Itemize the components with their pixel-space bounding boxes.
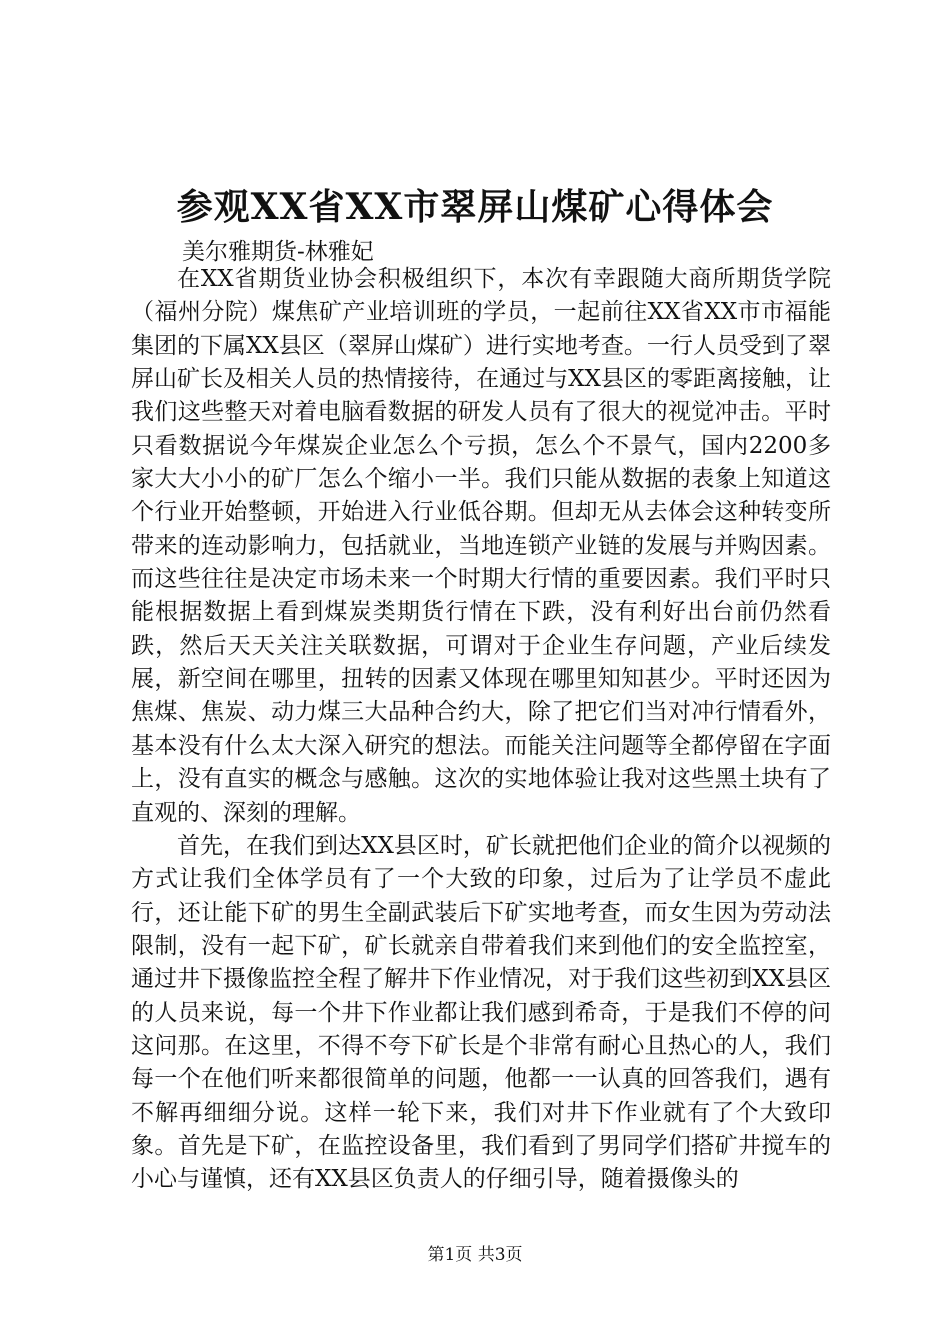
document-body — [131, 263, 831, 1197]
paragraph: 在XX省期货业协会积极组织下，本次有幸跟随大商所期货学院（福州分院）煤焦矿产业培训班的学员，一起前往XX省XX市市福能集团的下属XX县区（翠屏山煤矿）进行实地考查。一行人员受到了翠屏山矿长及相关人员的热情接待，在通过与XX县区的零距离接触，让我们这些整天对着电脑看数据的研发人员有了很大的视觉冲击。平时只看数据说今年煤炭企业怎么个亏损，怎么个不景气，国内2200多家大大小小的矿厂怎么个缩小一半。我们只能从数据的表象上知道这个行业开始整顿，开始进入行业低谷期。但却无从去体会这种转变所带来的连动影响力，包括就业，当地连锁产业链的发展与并购因素。而这些往往是决定市场未来一个时期大行情的重要因素。我们平时只能根据数据上看到煤炭类期货行情在下跌，没有利好出台前仍然看跌，然后天天关注关联数据，可谓对于企业生存问题，产业后续发展，新空间在哪里，扭转的因素又体现在哪里知知甚少。平时还因为焦煤、焦炭、动力煤三大品种合约大，除了把它们当对冲行情看外，基本没有什么太大深入研究的想法。而能关注问题等全都停留在字面上，没有直实的概念与感触。这次的实地体验让我对这些黑土块有了直观的、深刻的理解。 — [131, 266, 831, 826]
author-line: 美尔雅期货-林雅妃 — [182, 239, 374, 265]
document-title: 参观XX省XX市翠屏山煤矿心得体会 — [176, 186, 774, 228]
page-footer: 第1页 共3页 — [427, 1245, 523, 1265]
paragraph: 首先，在我们到达XX县区时，矿长就把他们企业的简介以视频的方式让我们全体学员有了一个大致的印象，过后为了让学员不虚此行，还让能下矿的男生全副武装后下矿实地考查，而女生因为劳动法限制，没有一起下矿，矿长就亲自带着我们来到他们的安全监控室，通过井下摄像监控全程了解井下作业情况，对于我们这些初到XX县区的人员来说，每一个井下作业都让我们感到希奇，于是我们不停的问这问那。在这里，不得不夸下矿长是个非常有耐心且热心的人，我们每一个在他们听来都很简单的问题，他都一一认真的回答我们，遇有不解再细细分说。这样一轮下来，我们对井下作业就有了个大致印象。首先是下矿，在监控设备里，我们看到了男同学们搭矿井搅车的小心与谨慎，还有XX县区负责人的仔细引导，随着摄像头的 — [131, 832, 831, 1193]
